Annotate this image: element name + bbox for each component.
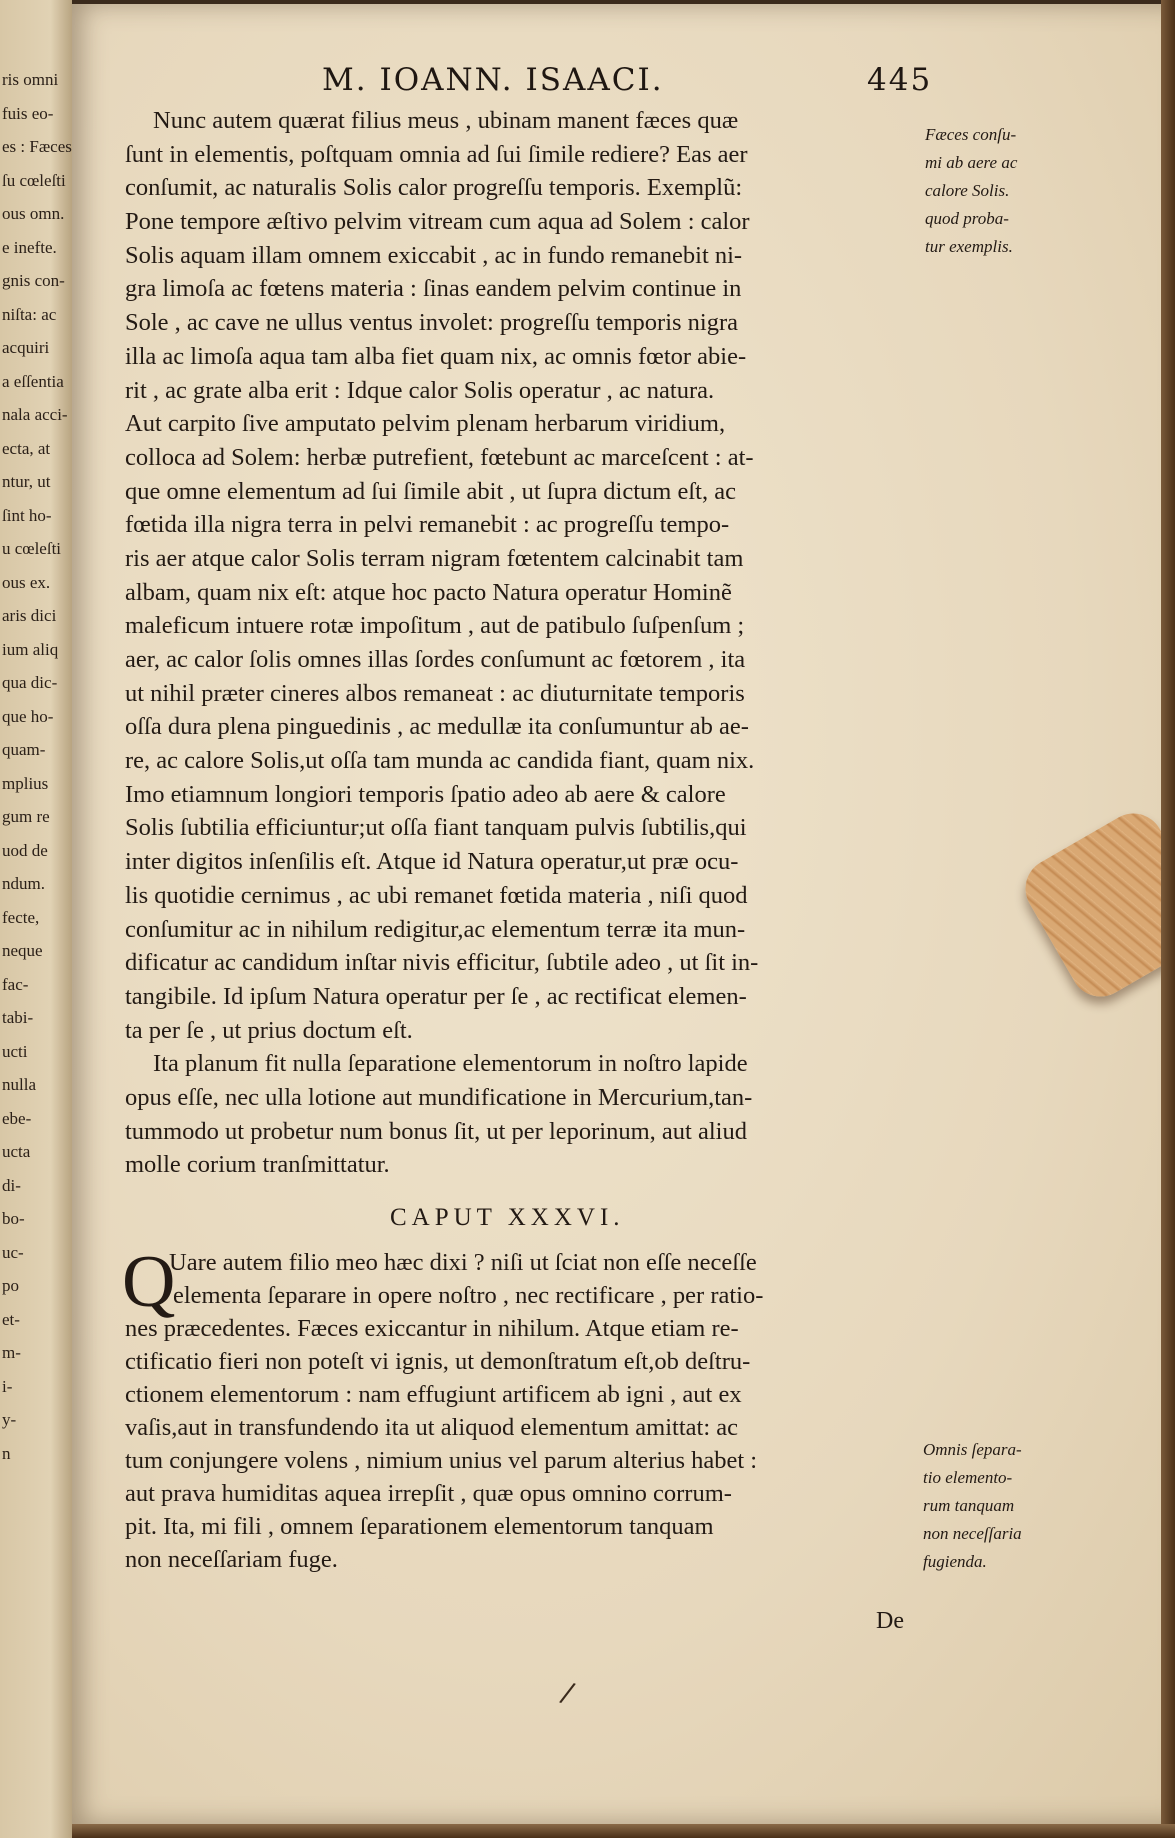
text-line: que omne elementum ad ſui ſimile abit , ut ſupra dictum eſt, ac — [125, 477, 736, 505]
text-line: inter digitos inſenſilis eſt. Atque id Natura operatur,ut præ ocu- — [125, 848, 739, 876]
left-page-fragment: e inefte. — [2, 237, 57, 257]
text-line: ſunt in elementis, poſtquam omnia ad ſui ſimile rediere? Eas aer — [125, 140, 748, 168]
left-page-fragment: et- — [2, 1309, 20, 1329]
text-line: conſumit, ac naturalis Solis calor progreſſu temporis. Exemplũ: — [125, 174, 743, 202]
chapter-text-line: non neceſſariam fuge. — [125, 1546, 338, 1573]
chapter-text-line: ctionem elementorum : nam effugiunt artificem ab igni , aut ex — [125, 1381, 742, 1408]
text-line: colloca ad Solem: herbæ putrefient, fœtebunt ac marceſcent : at- — [125, 443, 754, 471]
margin-note-line: rum tanquam — [923, 1496, 1015, 1515]
left-page-fragment: i- — [2, 1376, 13, 1396]
left-page-fragment: qua dic- — [2, 673, 58, 692]
text-line: Aut carpito ſive amputato pelvim plenam herbarum viridium, — [125, 410, 726, 438]
left-page-fragment: que ho- — [2, 706, 54, 726]
text-line: Solis ſubtilia efficiuntur;ut oſſa fiant tanquam pulvis ſubtilis,qui — [125, 814, 747, 842]
chapter-text-line: nes præcedentes. Fæces exiccantur in nihilum. Atque etiam re- — [125, 1315, 739, 1342]
left-page-fragment: neque — [2, 941, 43, 960]
left-page-fragment: y- — [2, 1410, 17, 1429]
left-page-fragment: gum re — [2, 807, 50, 826]
text-line: tangibile. Id ipſum Natura operatur per ſe , ac rectificat elemen- — [125, 982, 747, 1010]
drop-cap: Q — [122, 1241, 176, 1323]
left-page-fragment: gnis con- — [2, 271, 65, 290]
left-page-fragment: di- — [2, 1175, 21, 1195]
text-line: lis quotidie cernimus , ac ubi remanet fœtida materia , niſi quod — [125, 881, 748, 909]
left-page-fragment: ous omn. — [2, 204, 65, 223]
left-page-fragment: bo- — [2, 1209, 25, 1228]
text-line: Pone tempore æſtivo pelvim vitream cum aqua ad Solem : calor — [125, 208, 750, 236]
margin-note-line: Omnis ſepara- — [923, 1440, 1022, 1459]
left-page-fragment: ris omni — [2, 70, 59, 89]
text-line: Ita planum fit nulla ſeparatione elementorum in noſtro lapide — [153, 1050, 748, 1078]
left-page-fragment: fuis eo- — [2, 103, 54, 123]
left-page-fragment: aris dici — [2, 606, 57, 625]
text-line: maleficum intuere rotæ impoſitum , aut de patibulo ſuſpenſum ; — [125, 612, 745, 640]
text-line: tummodo ut probetur num bonus ſit, ut per leporinum, aut aliud — [125, 1117, 747, 1145]
left-page-fragment: po — [2, 1276, 19, 1295]
text-line: re, ac calore Solis,ut oſſa tam munda ac candida fiant, quam nix. — [125, 747, 755, 775]
margin-note-line: quod proba- — [925, 209, 1009, 228]
chapter-text-line: ctificatio fieri non poteſt vi ignis, ut demonſtratum eſt,ob deſtru- — [125, 1348, 751, 1375]
left-page-fragment: acquiri — [2, 338, 50, 357]
ink-mark: / — [557, 1675, 578, 1710]
chapter-heading: CAPUT XXXVI. — [390, 1204, 625, 1231]
left-page-fragment: n — [2, 1443, 11, 1463]
margin-note-line: fugienda. — [923, 1552, 987, 1571]
chapter-text-line: elementa ſeparare in opere noſtro , nec rectificare , per ratio- — [173, 1282, 764, 1309]
left-page-fragment: fecte, — [2, 907, 40, 927]
chapter-text-line: Uare autem filio meo hæc dixi ? niſi ut ſciat non eſſe neceſſe — [169, 1249, 757, 1276]
text-line: Sole , ac cave ne ullus ventus involet: progreſſu temporis nigra — [125, 309, 739, 337]
left-page-fragment: ebe- — [2, 1108, 32, 1128]
left-page-fragment: uc- — [2, 1242, 24, 1262]
margin-note-faeces — [925, 121, 1017, 261]
text-line: dificatur ac candidum inſtar nivis efficitur, ſubtile adeo , ut ſit in- — [125, 949, 759, 977]
text-line: oſſa dura plena pinguedinis , ac medullæ ita conſumuntur ab ae- — [125, 713, 749, 741]
text-line: illa ac limoſa aqua tam alba fiet quam nix, ac omnis fœtor abie- — [125, 342, 747, 370]
chapter-text-line: aut prava humiditas aquea irrepſit , quæ opus omnino corrum- — [125, 1480, 732, 1507]
left-page-fragment: ous ex. — [2, 572, 51, 592]
page-edge-bottom — [72, 1824, 1175, 1838]
text-line: fœtida illa nigra terra in pelvi remanebit : ac progreſſu tempo- — [125, 511, 730, 539]
left-page-fragment: a eſſentia — [2, 371, 64, 391]
text-line: conſumitur ac in nihilum redigitur,ac elementum terræ ita mun- — [125, 915, 746, 943]
chapter-text — [125, 1246, 915, 1576]
left-page-fragment: es : Fæces — [2, 137, 72, 156]
catchword: De — [876, 1608, 904, 1634]
chapter-text-line: pit. Ita, mi fili , omnem ſeparationem elementorum tanquam — [125, 1513, 714, 1540]
left-page-fragment: niſta: ac — [2, 304, 57, 324]
left-page-fragment: ium aliq — [2, 639, 59, 659]
margin-note-line: non neceſſaria — [923, 1524, 1022, 1543]
main-text — [125, 104, 915, 1182]
text-line: ris aer atque calor Solis terram nigram fœtentem calcinabit tam — [125, 544, 744, 572]
left-page-fragment: mplius — [2, 773, 49, 793]
margin-note-separatio — [923, 1436, 1022, 1576]
left-page-fragment: ſu cœleſti — [2, 170, 66, 190]
left-page-fragment: tabi- — [2, 1008, 34, 1027]
chapter-text-line: tum conjungere volens , nimium unius vel parum alterius habet : — [125, 1447, 758, 1474]
margin-note-line: tur exemplis. — [925, 237, 1013, 256]
left-page-fragment: uod de — [2, 840, 48, 860]
page-number: 445 — [867, 62, 933, 98]
left-page-fragment: m- — [2, 1343, 21, 1362]
margin-note-line: mi ab aere ac — [925, 153, 1018, 172]
chapter-text-line: vaſis,aut in transfundendo ita ut aliquod elementum amittat: ac — [125, 1414, 739, 1441]
left-page-fragment: ntur, ut — [2, 472, 51, 491]
margin-note-line: Fæces conſu- — [925, 125, 1017, 144]
left-page-fragment: ndum. — [2, 874, 45, 893]
text-line: Solis aquam illam omnem exiccabit , ac in fundo remanebit ni- — [125, 241, 743, 269]
page-edge-right — [1161, 0, 1175, 1838]
text-line: gra limoſa ac fœtens materia : ſinas eandem pelvim continue in — [125, 275, 742, 303]
previous-page-edge — [0, 0, 72, 1838]
left-page-fragment: ucti — [2, 1041, 28, 1061]
margin-note-line: tio elemento- — [923, 1468, 1013, 1487]
left-page-fragment: ecta, at — [2, 438, 51, 458]
text-line: Imo etiamnum longiori temporis ſpatio adeo ab aere & calore — [125, 780, 726, 808]
text-line: opus eſſe, nec ulla lotione aut mundificatione in Mercurium,tan- — [125, 1083, 753, 1111]
text-line: Nunc autem quærat filius meus , ubinam manent fæces quæ — [153, 107, 739, 134]
text-line: albam, quam nix eſt: atque hoc pacto Natura operatur Hominẽ — [125, 578, 732, 606]
left-page-fragment: u cœleſti — [2, 539, 62, 558]
margin-note-line: calore Solis. — [925, 181, 1010, 200]
header-title: M. IOANN. ISAACI. — [322, 62, 664, 98]
left-page-fragment: nala acci- — [2, 405, 68, 424]
text-line: ut nihil præter cineres albos remaneat : ac diuturnitate temporis — [125, 679, 745, 707]
text-line: rit , ac grate alba erit : Idque calor Solis operatur , ac natura. — [125, 376, 715, 404]
left-page-fragment: fac- — [2, 974, 29, 994]
left-page-fragment: quam- — [2, 740, 46, 759]
running-header — [322, 62, 933, 102]
left-page-fragment: nulla — [2, 1075, 36, 1094]
text-line: ta per ſe , ut prius doctum eſt. — [125, 1016, 413, 1044]
text-line: aer, ac calor ſolis omnes illas ſordes conſumunt ac fœtorem , ita — [125, 646, 746, 673]
left-page-fragment: ſint ho- — [2, 505, 52, 525]
left-page-fragment: ucta — [2, 1142, 31, 1161]
text-line: molle corium tranſmittatur. — [125, 1151, 390, 1179]
